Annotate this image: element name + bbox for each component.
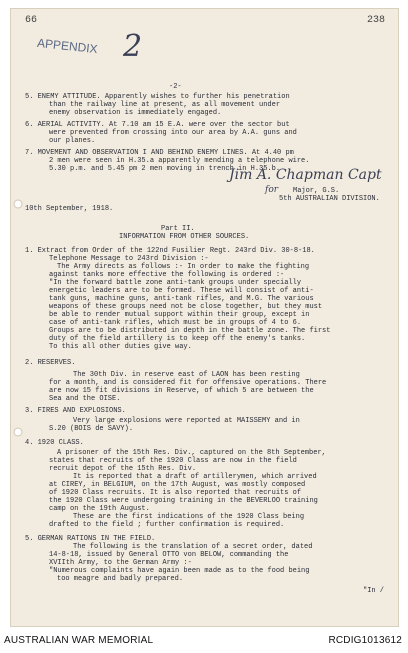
section-5-heading: 5. GERMAN RATIONS IN THE FIELD. (25, 535, 156, 543)
part-subheading: INFORMATION FROM OTHER SOURCES. (119, 233, 250, 241)
section-2-line-2: for a month, and is considered fit for offensive operations. There (49, 379, 327, 387)
section-4-line-7: the 1920 Class were undergoing training in the BEVERLOO training (49, 497, 318, 505)
section-4-line-1: A prisoner of the 15th Res. Div., captured on the 8th September, (57, 449, 326, 457)
archive-name: AUSTRALIAN WAR MEMORIAL (4, 635, 154, 646)
section-1-line-1: Telephone Message to 243rd Division :- (49, 255, 209, 263)
section-4-heading: 4. 1920 CLASS. (25, 439, 84, 447)
signature-prefix: for (265, 185, 279, 195)
section-1-heading: 1. Extract from Order of the 122nd Fusilier Regt. 243rd Div. 30-8-18. (25, 247, 315, 255)
document-date: 10th September, 1918. (25, 205, 114, 213)
section-5-line-3: XVIIth Army, to the German Army :- (49, 559, 192, 567)
paragraph-6-line-1: 6. AERIAL ACTIVITY. At 7.10 am 15 E.A. were over the sector but (25, 121, 290, 129)
section-4-line-9: These are the first indications of the 1920 Class being (73, 513, 305, 521)
section-4-line-4: It is reported that a draft of artillerymen, which arrived (73, 473, 317, 481)
paragraph-7-line-3: 5.30 p.m. and 5.45 pm 2 men moving in trench in H.35.b. (49, 165, 281, 173)
section-4-line-8: camp on the 19th August. (49, 505, 150, 513)
document-page (10, 8, 399, 627)
part-heading: Part II. (161, 225, 195, 233)
paragraph-7-line-1: 7. MOVEMENT AND OBSERVATION I AND BEHIND ENEMY LINES. At 4.40 pm (25, 149, 294, 157)
section-1-line-4: "In the forward battle zone anti-tank groups under specially (49, 279, 302, 287)
section-5-line-5: too meagre and badly prepared. (57, 575, 184, 583)
section-5-line-1: The following is the translation of a secret order, dated (73, 543, 313, 551)
folio-number-left: 66 (25, 15, 38, 26)
folio-number-right: 238 (367, 15, 386, 26)
section-3-line-2: S.20 (BOIS de SAVY). (49, 425, 134, 433)
section-4-line-5: at CIREY, in BELGIUM, on the 17th August, was mostly composed (49, 481, 306, 489)
section-1-line-7: weapons of these groups need not be close together, but they must (49, 303, 323, 311)
section-3-line-1: Very large explosions were reported at MAISSEMY and in (73, 417, 300, 425)
section-5-line-2: 14-8-18, issued by General OTTO von BELOW, commanding the (49, 551, 289, 559)
signatory-rank: Major, G.S. (293, 187, 340, 195)
section-1-line-5: energetic leaders are to be formed. These will consist of anti- (49, 287, 314, 295)
section-2-heading: 2. RESERVES. (25, 359, 76, 367)
section-1-line-2: The Army directs as follows :- In order to make the fighting (57, 263, 310, 271)
punch-hole-bottom (14, 428, 22, 436)
section-1-line-6: tank guns, machine guns, anti-tank rifles, and M.G. The various (49, 295, 314, 303)
appendix-number: 2 (123, 29, 143, 64)
section-4-line-3: recruit depot of the 15th Res. Div. (49, 465, 197, 473)
continuation-marker: "In / (363, 587, 385, 595)
handwritten-signature: Jim A. Chapman Capt (229, 167, 382, 183)
section-1-line-8: be able to render mutual support within their group, except in (49, 311, 310, 319)
section-1-line-10: Groups are to be distributed in depth in the battle zone. The first (49, 327, 331, 335)
punch-hole-top (14, 200, 22, 208)
section-3-heading: 3. FIRES AND EXPLOSIONS. (25, 407, 126, 415)
section-1-line-12: To this all other duties give way. (49, 343, 192, 351)
paragraph-6-line-3: our planes. (49, 137, 96, 145)
section-1-line-9: case of anti-tank rifles, which must be in groups of 4 to 6. (49, 319, 302, 327)
section-2-line-3: are now 15 fit divisions in Reserve, of which 5 are between the (49, 387, 314, 395)
paragraph-5-line-2: than the railway line at present, as all movement under (49, 101, 281, 109)
section-1-line-3: against tanks more effective the following is ordered :- (49, 271, 285, 279)
paragraph-7-line-2: 2 men were seen in H.35.a apparently mending a telephone wire. (49, 157, 310, 165)
section-4-line-2: states that recruits of the 1920 Class are now in the field (49, 457, 297, 465)
appendix-stamp: APPENDIX (36, 35, 99, 57)
page-number: -2- (169, 83, 182, 91)
archive-reference: RCDIG1013612 (328, 635, 402, 646)
section-4-line-10: drafted to the field ; further confirmation is required. (49, 521, 285, 529)
section-1-line-11: duty of the field artillery is to keep off the enemy's tanks. (49, 335, 306, 343)
archive-footer (0, 627, 408, 653)
section-5-line-4: "Numerous complaints have again been made as to the food being (49, 567, 310, 575)
paragraph-5-line-3: enemy observation is immediately engaged. (49, 109, 222, 117)
section-2-line-1: The 30th Div. in reserve east of LAON has been resting (73, 371, 300, 379)
section-4-line-6: of 1920 Class recruits. It is also reported that recruits of (49, 489, 302, 497)
paragraph-5-line-1: 5. ENEMY ATTITUDE. Apparently wishes to further his penetration (25, 93, 290, 101)
signatory-unit: 5th AUSTRALIAN DIVISION. (279, 195, 380, 203)
section-2-line-4: Sea and the OISE. (49, 395, 121, 403)
paragraph-6-line-2: were prevented from crossing into our area by A.A. guns and (49, 129, 297, 137)
